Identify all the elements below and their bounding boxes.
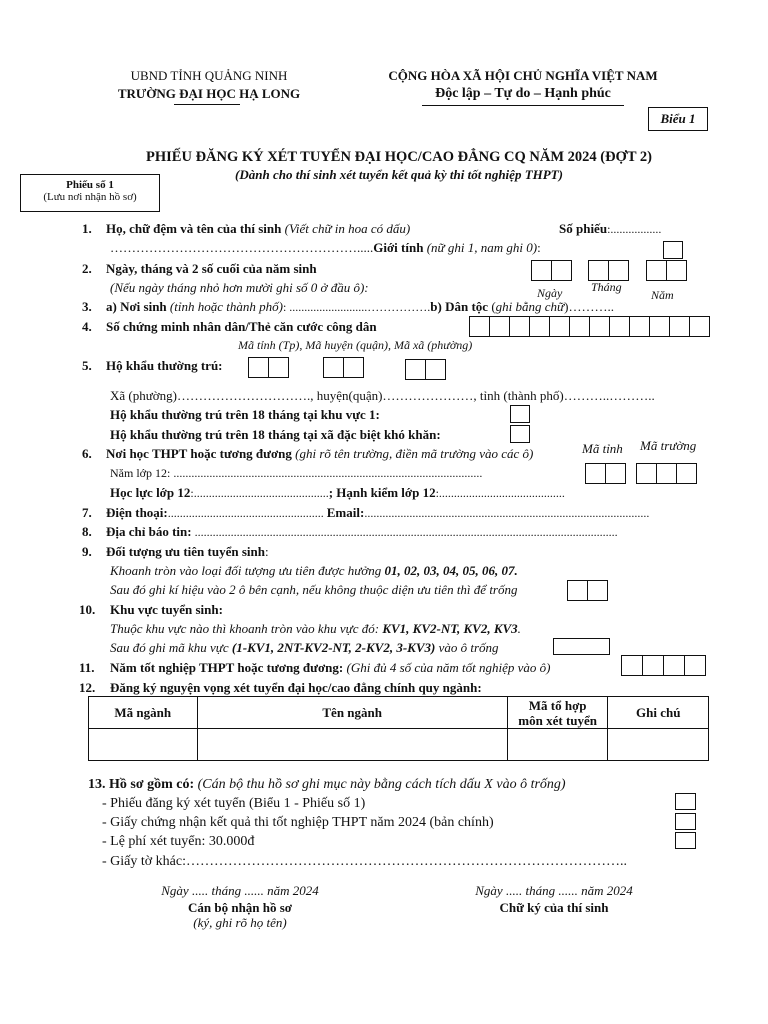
region-code-mapping: (1-KV1, 2NT-KV2-NT, 2-KV2, 3-KV3) (231, 640, 436, 655)
birthdate-label: Ngày, tháng và 2 số cuối của năm sinh (106, 261, 317, 276)
residence-special-box[interactable] (510, 425, 530, 443)
province-code-boxes[interactable] (585, 463, 626, 484)
birthplace-label: a) Nơi sinh (106, 299, 167, 314)
item-3-number: 3. (82, 299, 92, 314)
conduct-dots: :.......................................... (435, 486, 565, 500)
province-code-caption: Mã tỉnh (582, 441, 623, 456)
priority-instruction-2: Sau đó ghi kí hiệu vào 2 ô bên cạnh, nếu không thuộc diện ưu tiên thì để trống (110, 582, 518, 597)
graduation-year-note: (Ghi đủ 4 số của năm tốt nghiệp vào ô) (343, 660, 551, 675)
document-item-4: - Giấy tờ khác:………………………………………………………………………………….. (102, 854, 627, 869)
program-table (88, 696, 709, 761)
header-right-underline (422, 105, 624, 106)
region-instruction-2 (110, 640, 499, 656)
id-card-label: Số chứng minh nhân dân/Thẻ căn cước công dân (106, 319, 377, 334)
ethnicity-label: b) Dân tộc (430, 299, 489, 314)
form-tag: Biểu 1 (648, 107, 708, 131)
school-code-boxes[interactable] (636, 463, 697, 484)
major-name-cell[interactable] (197, 729, 507, 761)
day-caption: Ngày (537, 286, 563, 300)
national-motto: Độc lập – Tự do – Hạnh phúc (435, 86, 611, 101)
phone-dots: .................................................... (167, 506, 327, 520)
birthplace-note: (tỉnh hoặc thành phố) (169, 299, 283, 314)
documents-title: 13. Hồ sơ gồm có: (88, 777, 195, 792)
region-instruction-text-2: Sau đó ghi mã khu vực (110, 640, 232, 655)
residence-kv1-label: Hộ khẩu thường trú trên 18 tháng tại khu vực 1: (110, 407, 380, 422)
residence-commune-boxes[interactable] (405, 359, 446, 380)
item-11-number: 11. (79, 660, 95, 675)
candidate-signature-label: Chữ ký của thí sinh (499, 900, 609, 915)
university-name: TRƯỜNG ĐẠI HỌC HẠ LONG (117, 86, 301, 101)
col-subject-combo-line2: môn xét tuyển (518, 712, 598, 728)
table-row (89, 729, 709, 761)
priority-instruction-1 (110, 563, 518, 579)
col-major-name: Tên ngành (197, 697, 507, 729)
document-check-3[interactable] (675, 832, 696, 849)
contact-row[interactable] (106, 505, 649, 521)
priority-instruction-text: Khoanh tròn vào loại đối tượng ưu tiên được hưởng (110, 563, 385, 578)
receiver-note: (ký, ghi rõ họ tên) (193, 915, 287, 930)
birth-day-boxes[interactable] (531, 260, 572, 281)
item-2-number: 2. (82, 261, 92, 276)
priority-code-boxes[interactable] (567, 580, 608, 601)
gender-box[interactable] (663, 241, 683, 259)
graduation-year-boxes[interactable] (621, 655, 706, 676)
item-8-number: 8. (82, 524, 92, 539)
conduct-label: ; Hạnh kiểm lớp 12 (328, 485, 436, 500)
item-6-number: 6. (82, 446, 92, 461)
receiver-date: Ngày ..... tháng ...... năm 2024 (161, 883, 319, 898)
graduation-year-row (110, 660, 551, 676)
document-check-1[interactable] (675, 793, 696, 810)
residence-address-field[interactable]: Xã (phường)…………………………., huyện(quận)…………………, tỉnh (thành phố)………..……….. (110, 388, 655, 403)
residence-special-label: Hộ khẩu thường trú trên 18 tháng tại xã đặc biệt khó khăn: (110, 427, 441, 442)
id-card-codes-caption: Mã tỉnh (Tp), Mã huyện (quận), Mã xã (phường) (238, 338, 473, 352)
full-name-note: (Viết chữ in hoa có dấu) (284, 221, 411, 236)
region-instruction-end: vào ô trống (435, 640, 499, 655)
year-caption: Năm (651, 288, 674, 302)
sheet-number-box (20, 174, 160, 212)
month-caption: Tháng (591, 280, 622, 294)
item-1-number: 1. (82, 221, 92, 236)
document-item-2: - Giấy chứng nhận kết quả thi tốt nghiệp THPT năm 2024 (bản chính) (102, 815, 494, 830)
ethnicity-note: ghi bằng chữ (495, 299, 565, 314)
item-1-row (106, 221, 410, 237)
full-name-label: Họ, chữ đệm và tên của thí sinh (106, 221, 282, 236)
major-code-cell[interactable] (89, 729, 198, 761)
sheet-no-label: Số phiếu (559, 221, 608, 236)
priority-label: Đối tượng ưu tiên tuyển sinh (106, 544, 265, 559)
item-7-number: 7. (82, 505, 92, 520)
region-label: Khu vực tuyển sinh: (110, 602, 223, 617)
region-instruction-text: Thuộc khu vực nào thì khoanh tròn vào khu vực đó: (110, 621, 383, 636)
sheet-no-dots: :................. (607, 222, 662, 236)
id-card-boxes[interactable] (469, 316, 710, 337)
col-subject-combo-line1: Mã tổ hợp (528, 697, 587, 713)
documents-heading (88, 777, 566, 793)
highschool-label: Nơi học THPT hoặc tương đương (106, 446, 292, 461)
item-4-number: 4. (82, 319, 92, 334)
graduation-year-label: Năm tốt nghiệp THPT hoặc tương đương: (110, 660, 344, 675)
national-title: CỘNG HÒA XÃ HỘI CHỦ NGHĨA VIỆT NAM (388, 68, 658, 83)
sheet-no-field[interactable] (559, 221, 661, 237)
subject-combo-cell[interactable] (507, 729, 608, 761)
grade12-conduct-row[interactable] (110, 485, 565, 501)
ethnicity-paren-open: ( (491, 299, 496, 314)
candidate-date: Ngày ..... tháng ...... năm 2024 (475, 883, 633, 898)
program-preference-label: Đăng ký nguyện vọng xét tuyển đại học/cao đẳng chính quy ngành: (110, 680, 482, 695)
full-name-field[interactable] (110, 240, 541, 256)
ethnicity-dots: )……….. (564, 299, 614, 314)
notes-cell[interactable] (608, 729, 709, 761)
phone-label: Điện thoại: (106, 505, 168, 520)
birth-month-boxes[interactable] (588, 260, 629, 281)
item-10-number: 10. (79, 602, 96, 617)
agency-name: UBND TỈNH QUẢNG NINH (130, 68, 288, 83)
residence-province-boxes[interactable] (248, 357, 289, 378)
program-table-header (89, 697, 709, 729)
region-code-box[interactable] (553, 638, 610, 655)
gender-colon: : (537, 240, 541, 255)
receiver-role: Cán bộ nhận hồ sơ (187, 900, 293, 915)
col-subject-combo (507, 697, 608, 729)
academic-label: Học lực lớp 12 (110, 485, 191, 500)
grade12-year-field[interactable]: Năm lớp 12: ....................................................................................................... (110, 466, 483, 480)
sheet-number: Phiếu số 1 (66, 179, 114, 191)
mailing-address-label: Địa chỉ báo tin: (106, 524, 192, 539)
gender-label: Giới tính (373, 240, 424, 255)
priority-colon: : (264, 544, 269, 559)
mailing-address-field[interactable] (106, 524, 618, 540)
mailing-address-dots: ............................................................................................................................................. (191, 525, 618, 539)
residence-district-boxes[interactable] (323, 357, 364, 378)
birthplace-field[interactable] (106, 299, 614, 315)
col-major-code: Mã ngành (89, 697, 198, 729)
academic-dots: :............................................. (190, 486, 329, 500)
birth-year-boxes[interactable] (646, 260, 687, 281)
email-label: Email: (326, 505, 365, 520)
document-item-1: - Phiếu đăng ký xét tuyển (Biểu 1 - Phiếu số 1) (102, 796, 366, 811)
priority-codes: 01, 02, 03, 04, 05, 06, 07. (384, 563, 518, 578)
header-left-underline (174, 104, 240, 105)
region-period: . (517, 621, 521, 636)
region-instruction-1 (110, 621, 521, 637)
form-title: PHIẾU ĐĂNG KÝ XÉT TUYỂN ĐẠI HỌC/CAO ĐẲNG CQ NĂM 2024 (ĐỢT 2) (146, 149, 652, 165)
birthplace-dots: : ..........................……………. (282, 300, 431, 314)
form-subtitle: (Dành cho thí sinh xét tuyển kết quả kỳ thi tốt nghiệp THPT) (235, 167, 563, 182)
priority-row (106, 544, 269, 560)
gender-note: (nữ ghi 1, nam ghi 0) (426, 240, 538, 255)
col-notes: Ghi chú (608, 697, 709, 729)
item-9-number: 9. (82, 544, 92, 559)
birthdate-note: (Nếu ngày tháng nhỏ hơn mười ghi số 0 ở đầu ô): (110, 280, 369, 295)
region-codes: KV1, KV2-NT, KV2, KV3 (382, 621, 518, 636)
highschool-row (106, 446, 533, 462)
residence-kv1-box[interactable] (510, 405, 530, 423)
school-code-caption: Mã trường (640, 438, 697, 453)
full-name-dots: …………………………………………………..... (110, 240, 374, 255)
sheet-storage-note: (Lưu nơi nhận hồ sơ) (43, 191, 137, 203)
documents-note: (Cán bộ thu hồ sơ ghi mục này bằng cách tích dấu X vào ô trống) (194, 777, 566, 792)
email-dots: ............................................................................................... (364, 506, 650, 520)
document-item-3: - Lệ phí xét tuyển: 30.000đ (102, 834, 255, 849)
residence-label: Hộ khẩu thường trú: (106, 358, 223, 373)
item-12-number: 12. (79, 680, 96, 695)
document-check-2[interactable] (675, 813, 696, 830)
item-5-number: 5. (82, 358, 92, 373)
highschool-note: (ghi rõ tên trường, điền mã trường vào các ô) (295, 446, 534, 461)
